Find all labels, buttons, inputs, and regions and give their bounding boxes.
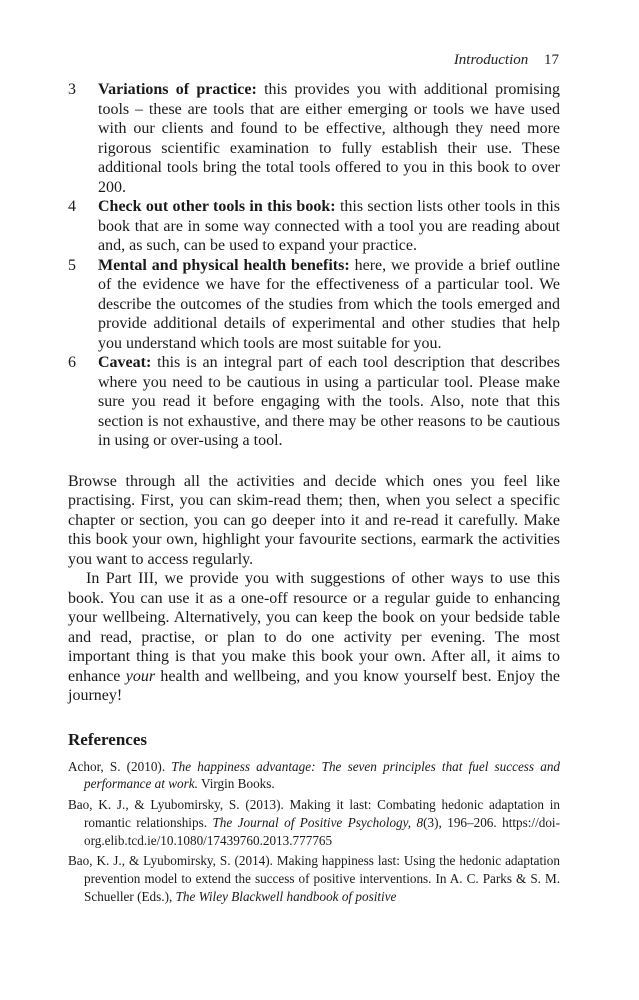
body-paragraph [68, 569, 560, 706]
list-item [68, 353, 560, 451]
references-heading: References [68, 729, 147, 749]
reference-text: Bao, K. J., & Lyubomirsky, S. (2014). Making happiness last: Using the hedonic adaptation prevention model to extend the success of positive interventions. In A. C. Parks & S. M. Schueller (Eds.), [68, 853, 560, 905]
reference-text: Virgin Books. [197, 776, 275, 792]
list-number: 6 [68, 354, 76, 371]
list-number: 4 [68, 198, 76, 215]
list-term: Check out other tools in this book: [98, 198, 336, 215]
page-number: 17 [544, 52, 559, 68]
page-body [68, 80, 560, 909]
reference-entry [68, 852, 560, 905]
paragraph-text: In Part III, we provide you with suggestions of other ways to use this book. You can use it as a one-off resource or a regular guide to enhancing your wellbeing. Alternatively, you can keep the book on your bedside table and read, practise, or plan to do one activity per evening. The most important thing is that you make this book your own. After all, it aims to enhance [68, 570, 560, 685]
list-item [68, 80, 560, 197]
running-title: Introduction [453, 52, 529, 68]
list-text: this section lists other tools in this book that are in some way connected with a tool you are reading about and, as such, can be used to expand your practice. [98, 198, 560, 254]
emphasis-text: your [125, 667, 156, 685]
reference-title: The Journal of Positive Psychology, 8 [212, 814, 424, 830]
list-item [68, 256, 560, 354]
list-number: 3 [68, 81, 76, 98]
paragraph-text: health and wellbeing, and you know yourself best. Enjoy the journey! [68, 667, 561, 704]
list-item [68, 197, 560, 256]
reference-entry [68, 758, 560, 794]
list-term: Caveat: [98, 354, 152, 371]
list-text: this provides you with additional promising tools – these are tools that are either emerging or tools we have used with our clients and found to be effective, although they need more rigorous scientific examination to fully establish their use. These additional tools bring the total tools offered to you in this book to over 200. [98, 81, 560, 196]
reference-title: The happiness advantage: The seven principles that fuel success and performance at work. [84, 758, 561, 792]
reference-entry [68, 796, 560, 849]
list-term: Mental and physical health benefits: [98, 256, 350, 274]
reference-text: Achor, S. (2010). [68, 758, 172, 774]
page-header [454, 52, 559, 69]
list-text: here, we provide a brief outline of the evidence we have for the effectiveness of a particular tool. We describe the outcomes of the studies from which the tools emerged and provide additional details of experimental and other studies that help you understand which tools are most suitable for you. [98, 256, 560, 352]
reference-text: Bao, K. J., & Lyubomirsky, S. (2013). Making it last: Combating hedonic adaptation in romantic relationships. [68, 797, 560, 830]
list-number: 5 [68, 256, 76, 274]
reference-text: (3), 196–206. https://doi-org.elib.tcd.ie/10.1080/17439760.2013.777765 [84, 814, 560, 848]
numbered-list [68, 80, 560, 451]
reference-title: The Wiley Blackwell handbook of positive [175, 889, 397, 905]
list-term: Variations of practice: [98, 81, 257, 98]
body-paragraph: Browse through all the activities and decide which ones you feel like practising. First, you can skim-read them; then, when you select a specific chapter or section, you can go deeper into it and re-read it carefully. Make this book your own, highlight your favourite sections, earmark the activities you want to access regularly. [68, 472, 560, 568]
list-text: this is an integral part of each tool description that describes where you need to be cautious in using a particular tool. Please make sure you read it before engaging with the tools. Also, note that this section is not exhaustive, and there may be other reasons to be cautious in using or over-using a tool. [98, 354, 560, 449]
